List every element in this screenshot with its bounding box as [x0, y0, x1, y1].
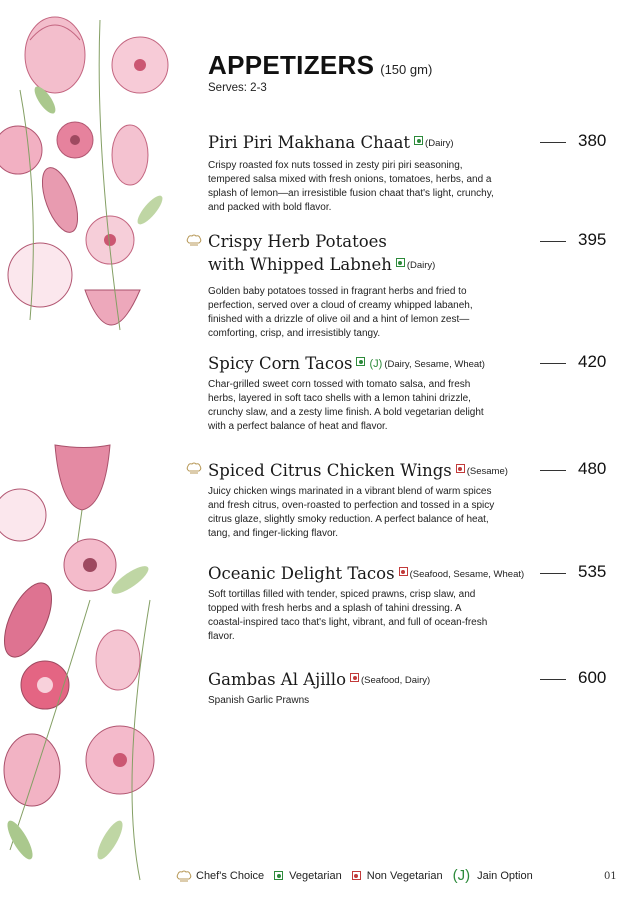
item-price: 535	[578, 562, 607, 581]
item-name: Oceanic Delight Tacos	[208, 564, 395, 583]
veg-icon	[414, 136, 423, 145]
menu-item-spiced-citrus-chicken-wings	[208, 459, 608, 541]
allergen-tags: (Dairy, Sesame, Wheat)	[384, 359, 485, 370]
page-title: APPETIZERS	[208, 50, 375, 80]
item-price: 380	[578, 131, 607, 150]
menu-item-gambas-al-ajillo	[208, 668, 608, 708]
allergen-tags: (Dairy)	[406, 260, 436, 271]
jain-icon: (J)	[452, 867, 471, 884]
menu-item-piri-piri-makhana-chaat	[208, 131, 608, 215]
non-veg-icon	[456, 464, 465, 473]
item-price: 480	[578, 459, 607, 478]
allergen-tags: (Sesame)	[466, 466, 508, 477]
veg-icon	[396, 258, 405, 267]
menu-header	[208, 50, 432, 94]
item-description: Golden baby potatoes tossed in fragrant herbs and fried to perfection, served over a cloud of creamy whipped labaneh, finished with a drizzle of olive oil and a hint of lemon zest—comforting, crisp, and irresistibly tangy.	[208, 286, 473, 339]
price-divider	[540, 679, 566, 680]
allergen-tags: (Seafood, Dairy)	[361, 675, 431, 686]
veg-icon	[356, 357, 365, 366]
price-divider	[540, 470, 566, 471]
chef-hat-icon	[176, 870, 192, 882]
allergen-tags: (Dairy)	[425, 138, 454, 149]
item-description: Crispy roasted fox nuts tossed in zesty piri piri seasoning, tempered salsa mixed with fresh onions, tomatoes, herbs, and a splash of lemon—an irresistible fusion chaat that's light, crunchy, and packed with bold flavor.	[208, 160, 494, 213]
item-price: 600	[578, 668, 607, 687]
veg-icon	[274, 871, 283, 880]
item-description: Juicy chicken wings marinated in a vibrant blend of warm spices and fresh citrus, oven-roasted to perfection and tossed in a spicy citrus glaze, slightly smoky reduction. A perfect balance of heat, tang, and finger-licking flavor.	[208, 486, 495, 539]
floral-decoration	[0, 0, 200, 900]
item-name-line1: Crispy Herb Potatoes	[208, 232, 387, 251]
page-number: 01	[604, 871, 617, 882]
non-veg-icon	[399, 567, 408, 576]
item-description: Soft tortillas filled with tender, spiced prawns, crisp slaw, and topped with fresh herbs and a splash of tahini dressing. A coastal-inspired taco that's light, vibrant, and full of ocean-fresh flavor.	[208, 589, 488, 642]
portion-weight: (150 gm)	[380, 62, 433, 77]
menu-item-crispy-herb-potatoes	[208, 230, 608, 341]
serves-info: Serves: 2-3	[208, 82, 267, 94]
item-description: Spanish Garlic Prawns	[208, 695, 310, 706]
legend-chef-label: Chef's Choice	[196, 869, 265, 882]
price-divider	[540, 142, 566, 143]
price-divider	[540, 241, 566, 242]
item-name: Gambas Al Ajillo	[208, 670, 347, 689]
item-name: Spicy Corn Tacos	[208, 354, 353, 373]
menu-item-oceanic-delight-tacos	[208, 562, 608, 644]
menu-item-spicy-corn-tacos	[208, 352, 608, 434]
price-divider	[540, 363, 566, 364]
allergen-tags: (Seafood, Sesame, Wheat)	[409, 569, 525, 580]
chef-hat-icon	[186, 462, 202, 474]
item-name: Piri Piri Makhana Chaat	[208, 133, 411, 152]
item-description: Char-grilled sweet corn tossed with tomato salsa, and fresh herbs, layered in soft taco shells with a lemon tahini drizzle, crunchy slaw, and a zesty lime finish. A bold vegetarian delight with a perfect balance of heat and flavor.	[208, 379, 484, 432]
legend-veg-label: Vegetarian	[289, 869, 342, 882]
top-flower-cluster	[0, 17, 168, 330]
item-name-line2: with Whipped Labneh	[208, 255, 392, 274]
non-veg-icon	[350, 673, 359, 682]
legend-jain-label: Jain Option	[477, 869, 533, 882]
item-price: 420	[578, 352, 607, 371]
item-name: Spiced Citrus Chicken Wings	[208, 461, 452, 480]
price-divider	[540, 573, 566, 574]
legend-nonveg-label: Non Vegetarian	[366, 869, 443, 882]
item-price: 395	[578, 230, 607, 249]
jain-option-mark: (J)	[369, 358, 383, 370]
bottom-flower-cluster	[0, 445, 154, 880]
legend	[176, 867, 533, 884]
chef-hat-icon	[186, 234, 202, 246]
non-veg-icon	[352, 871, 361, 880]
